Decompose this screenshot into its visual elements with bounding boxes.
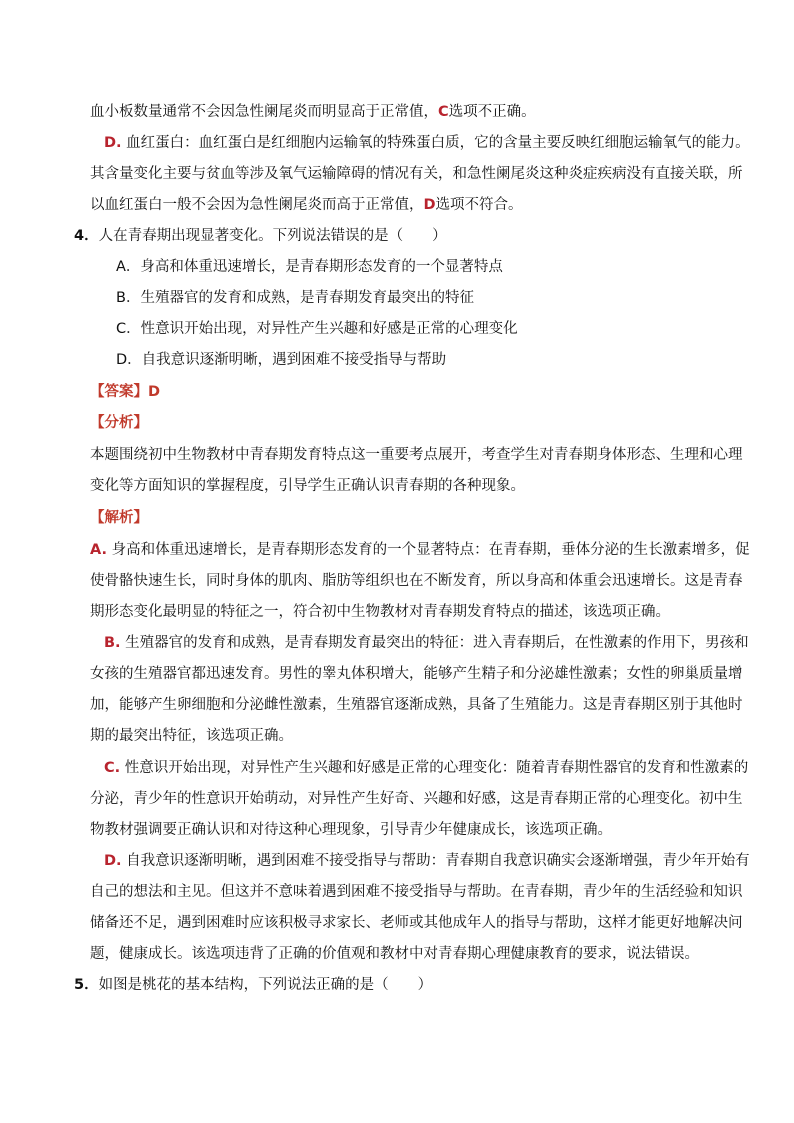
question-4-text: 人在青春期出现显著变化。下列说法错误的是（ ）: [98, 228, 447, 244]
explain-c-line-3: 物教材强调要正确认识和对待这种心理现象，引导青少年健康成长，该选项正确。: [90, 822, 612, 838]
answer-line: [90, 382, 160, 402]
explain-b-line-4: 期的最突出特征，该选项正确。: [90, 728, 293, 744]
prev-c-end: 选项不正确。: [448, 104, 536, 120]
explain-c-label: C.: [104, 760, 121, 776]
explain-d-line-3: 储备还不足，遇到困难时应该积极寻求家长、老师或其他成年人的指导与帮助，这样才能更好地解决问: [90, 915, 743, 931]
analysis-line-1: 本题围绕初中生物教材中青春期发育特点这一重要考点展开，考查学生对青春期身体形态、生理和心理: [90, 447, 743, 463]
analysis-tag: 【分析】: [90, 415, 148, 431]
prev-d-text1: 血红蛋白：血红蛋白是红细胞内运输氧的特殊蛋白质，它的含量主要反映红细胞运输氧气的能力。: [126, 135, 750, 151]
prev-d-line3: [90, 195, 523, 215]
explain-b-first: [104, 633, 749, 653]
explain-a-label: A.: [90, 542, 107, 558]
prev-d-line2: 其含量变化主要与贫血等涉及氧气运输障碍的情况有关，和急性阑尾炎这种炎症疾病没有直接关联，所: [90, 166, 743, 182]
explain-d-label: D.: [104, 853, 122, 869]
explain-d-line-2: 自己的想法和主见。但这并不意味着遇到困难不接受指导与帮助。在青春期，青少年的生活经验和知识: [90, 884, 743, 900]
prev-d-text3a: 以血红蛋白一般不会因为急性阑尾炎而高于正常值，: [90, 197, 424, 213]
prev-c-letter: C: [438, 104, 449, 120]
explain-d-line-4: 题，健康成长。该选项违背了正确的价值观和教材中对青春期心理健康教育的要求，说法错误。: [90, 946, 699, 962]
explain-b-line-3: 加，能够产生卵细胞和分泌雌性激素，生殖器官逐渐成熟，具备了生殖能力。这是青春期区别于其他时: [90, 697, 743, 713]
answer-tag: 【答案】: [90, 384, 148, 400]
prev-c-tail: [90, 102, 536, 122]
explain-a-text: 身高和体重迅速增长，是青春期形态发育的一个显著特点：在青春期，垂体分泌的生长激素增多，促: [111, 542, 750, 558]
explain-c-text: 性意识开始出现，对异性产生兴趣和好感是正常的心理变化：随着青春期性器官的发育和性激素的: [124, 760, 749, 776]
explain-c-line-2: 分泌，青少年的性意识开始萌动，对异性产生好奇、兴趣和好感，这是青春期正常的心理变化。初中生: [90, 791, 743, 807]
question-4-option-d: D．自我意识逐渐明晰，遇到困难不接受指导与帮助: [116, 352, 447, 368]
explain-b-line-2: 女孩的生殖器官都迅速发育。男性的睾丸体积增大，能够产生精子和分泌雄性激素；女性的卵巢质量增: [90, 666, 743, 682]
explain-b-label: B.: [104, 635, 121, 651]
prev-d-letter: D: [423, 197, 436, 213]
explain-tag: 【解析】: [90, 510, 148, 526]
question-4-option-c: C．性意识开始出现，对异性产生兴趣和好感是正常的心理变化: [116, 321, 518, 337]
explain-d-first: [104, 851, 750, 871]
explain-a-line-2: 使骨骼快速生长，同时身体的肌肉、脂肪等组织也在不断发育，所以身高和体重会迅速增长。这是青春: [90, 573, 743, 589]
prev-d-text3b: 选项不符合。: [435, 197, 523, 213]
explain-b-text: 生殖器官的发育和成熟，是青春期发育最突出的特征：进入青春期后，在性激素的作用下，男孩和: [125, 635, 749, 651]
answer-value: D: [148, 384, 161, 400]
explain-a-first: [90, 540, 750, 560]
prev-c-text: 血小板数量通常不会因急性阑尾炎而明显高于正常值，: [90, 104, 438, 120]
explain-a-line-3: 期形态变化最明显的特征之一，符合初中生物教材对青春期发育特点的描述，该选项正确。: [90, 604, 670, 620]
question-4-number: 4．: [74, 228, 99, 244]
question-5-text: 如图是桃花的基本结构，下列说法正确的是（ ）: [98, 977, 433, 993]
question-4-option-a: A．身高和体重迅速增长，是青春期形态发育的一个显著特点: [116, 259, 503, 275]
prev-d-line1: [104, 133, 750, 153]
explain-d-text: 自我意识逐渐明晰，遇到困难不接受指导与帮助：青春期自我意识确实会逐渐增强，青少年开始有: [126, 853, 750, 869]
question-5-stem: [74, 975, 432, 995]
explain-c-first: [104, 758, 748, 778]
question-5-number: 5．: [74, 977, 99, 993]
analysis-line-2: 变化等方面知识的掌握程度，引导学生正确认识青春期的各种现象。: [90, 478, 525, 494]
prev-d-label: D.: [104, 135, 122, 151]
question-4-option-b: B．生殖器官的发育和成熟，是青春期发育最突出的特征: [116, 290, 474, 306]
question-4-stem: [74, 226, 447, 246]
